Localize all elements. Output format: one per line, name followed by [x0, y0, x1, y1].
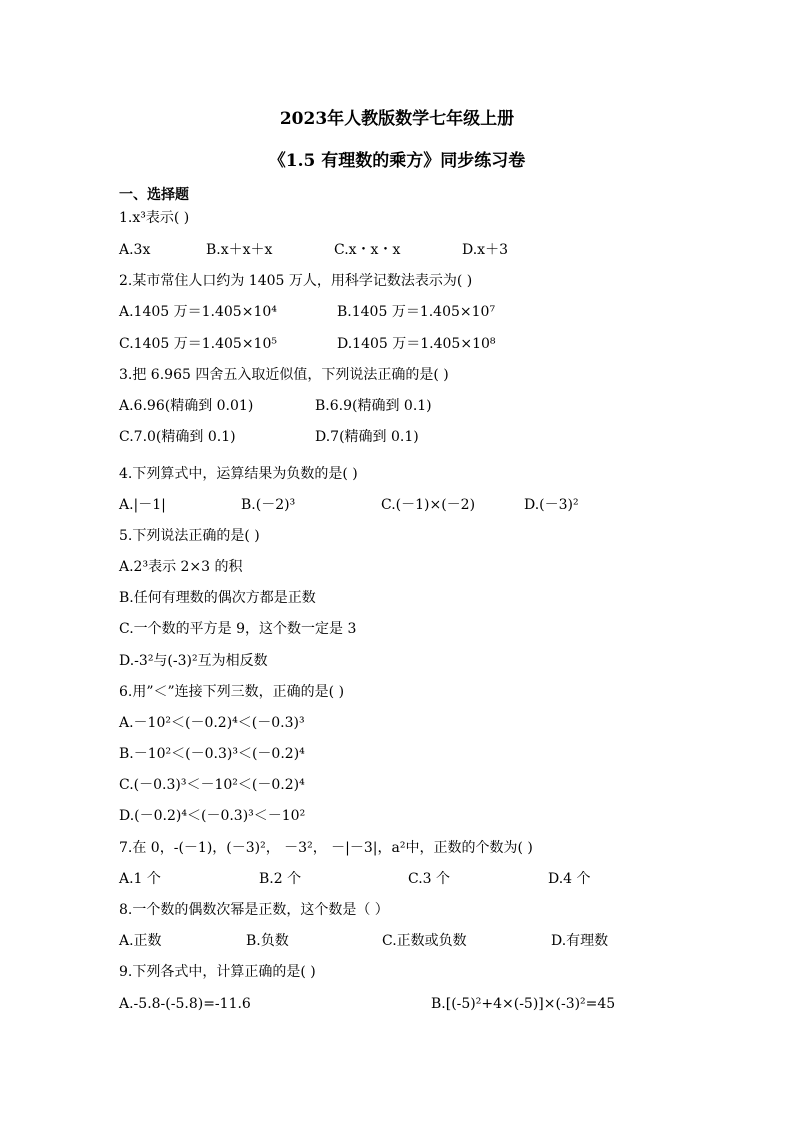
question-2-option-a: A.1405 万＝1.405×10⁴	[119, 304, 277, 320]
question-8-stem: 8.一个数的偶数次幂是正数，这个数是（ ）	[119, 902, 389, 918]
question-1-option-b: B.x＋x＋x	[206, 242, 273, 258]
question-8-option-a: A.正数	[119, 933, 162, 949]
question-7-option-d: D.4 个	[548, 871, 591, 887]
question-2-option-d: D.1405 万＝1.405×10⁸	[337, 336, 496, 352]
question-1-stem: 1.x³表示( )	[119, 210, 190, 226]
question-3-option-a: A.6.96(精确到 0.01)	[119, 398, 254, 414]
question-1-option-c: C.x・x・x	[334, 242, 401, 258]
question-8-option-d: D.有理数	[551, 933, 609, 949]
question-9-stem: 9.下列各式中，计算正确的是( )	[119, 964, 316, 980]
question-2-option-b: B.1405 万＝1.405×10⁷	[337, 304, 496, 320]
question-6-option-b: B.－10²＜(－0.3)³＜(－0.2)⁴	[119, 746, 305, 762]
question-5-stem: 5.下列说法正确的是( )	[119, 528, 260, 544]
question-7-option-c: C.3 个	[408, 871, 451, 887]
question-3-option-d: D.7(精确到 0.1)	[315, 429, 419, 445]
question-9-option-b: B.[(-5)²+4×(-5)]×(-3)²=45	[431, 996, 616, 1012]
question-8-option-b: B.负数	[246, 933, 289, 949]
section-heading: 一、选择题	[119, 187, 189, 203]
question-7-option-a: A.1 个	[119, 871, 161, 887]
question-1-option-a: A.3x	[119, 242, 151, 258]
question-5-option-b: B.任何有理数的偶次方都是正数	[119, 590, 316, 606]
question-5-option-c: C.一个数的平方是 9，这个数一定是 3	[119, 621, 357, 637]
question-4-stem: 4.下列算式中，运算结果为负数的是( )	[119, 466, 358, 482]
question-2-option-c: C.1405 万＝1.405×10⁵	[119, 336, 277, 352]
question-6-option-d: D.(－0.2)⁴＜(－0.3)³＜－10²	[119, 808, 306, 824]
question-5-option-d: D.-3²与(-3)²互为相反数	[119, 653, 268, 669]
question-4-option-d: D.(－3)²	[524, 497, 579, 513]
question-2-stem: 2.某市常住人口约为 1405 万人，用科学记数法表示为( )	[119, 273, 473, 289]
question-8-option-c: C.正数或负数	[382, 933, 467, 949]
document-subtitle: 《1.5 有理数的乘方》同步练习卷	[268, 151, 526, 171]
question-3-option-b: B.6.9(精确到 0.1)	[315, 398, 432, 414]
question-9-option-a: A.-5.8-(-5.8)=-11.6	[119, 996, 251, 1012]
question-6-stem: 6.用”＜”连接下列三数，正确的是( )	[119, 684, 345, 700]
question-4-option-c: C.(－1)×(－2)	[381, 497, 476, 513]
question-7-stem: 7.在 0，-(－1)，(－3)²， －3²， －|－3|，a²中，正数的个数为( )	[119, 840, 533, 856]
question-1-option-d: D.x＋3	[462, 242, 508, 258]
question-6-option-a: A.－10²＜(－0.2)⁴＜(－0.3)³	[119, 715, 305, 731]
document-title: 2023年人教版数学七年级上册	[279, 109, 515, 129]
question-7-option-b: B.2 个	[259, 871, 302, 887]
question-4-option-a: A.|－1|	[119, 497, 166, 513]
question-6-option-c: C.(－0.3)³＜－10²＜(－0.2)⁴	[119, 777, 305, 793]
question-3-option-c: C.7.0(精确到 0.1)	[119, 429, 236, 445]
question-4-option-b: B.(－2)³	[241, 497, 296, 513]
question-3-stem: 3.把 6.965 四舍五入取近似值，下列说法正确的是( )	[119, 367, 449, 383]
question-5-option-a: A.2³表示 2×3 的积	[119, 559, 243, 575]
